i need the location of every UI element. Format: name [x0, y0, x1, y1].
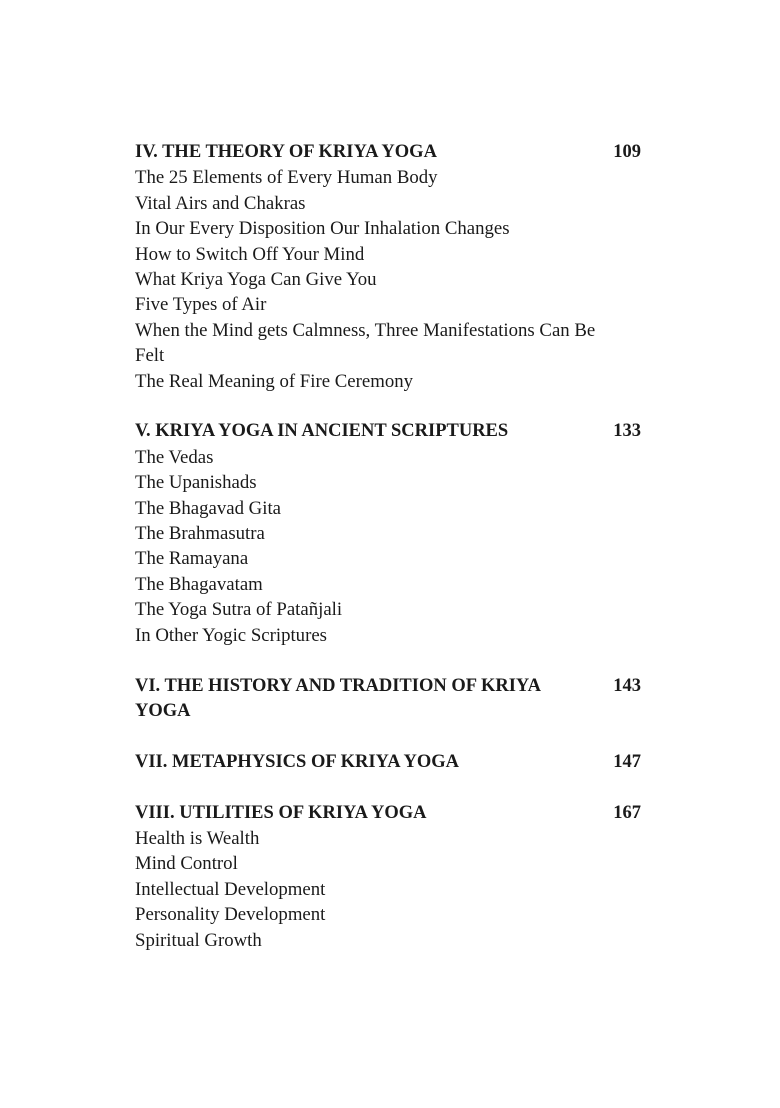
chapter-page-number: 167 — [613, 802, 641, 823]
toc-subentry: The Bhagavad Gita — [135, 497, 282, 519]
toc-subentry: When the Mind gets Calmness, Three Manifestations Can Be Felt — [135, 319, 596, 367]
toc-subentry: Five Types of Air — [135, 294, 267, 316]
toc-subentry: Vital Airs and Chakras — [135, 192, 306, 214]
chapter-title: VIII. UTILITIES OF KRIYA YOGA — [135, 802, 427, 823]
toc-subentry: The Bhagavatam — [135, 573, 263, 595]
toc-subentry: What Kriya Yoga Can Give You — [135, 269, 377, 291]
chapter-heading — [135, 750, 641, 775]
chapter-page-number: 143 — [613, 675, 641, 696]
toc-subentry: The Yoga Sutra of Patañjali — [135, 599, 343, 621]
toc-section — [135, 674, 641, 725]
chapter-page-number: 133 — [613, 421, 641, 442]
toc-subentry: The Brahmasutra — [135, 523, 265, 545]
chapter-page-number: 147 — [613, 751, 641, 772]
toc-subentry: Health is Wealth — [135, 827, 260, 849]
chapter-heading — [135, 140, 641, 165]
toc-section — [135, 419, 641, 648]
toc-subentry: Spiritual Growth — [135, 929, 262, 951]
chapter-heading — [135, 419, 641, 444]
chapter-title: VII. METAPHYSICS OF KRIYA YOGA — [135, 751, 459, 772]
toc-subentry: The Vedas — [135, 446, 214, 468]
toc-subentry: In Our Every Disposition Our Inhalation Changes — [135, 218, 510, 240]
chapter-heading — [135, 674, 641, 725]
toc-subentry: The Ramayana — [135, 548, 249, 570]
table-of-contents — [135, 140, 641, 978]
toc-subentry: Personality Development — [135, 904, 326, 926]
chapter-title: V. KRIYA YOGA IN ANCIENT SCRIPTURES — [135, 421, 509, 442]
toc-subentry: The 25 Elements of Every Human Body — [135, 167, 438, 189]
chapter-page-number: 109 — [613, 142, 641, 162]
chapter-heading — [135, 801, 641, 826]
chapter-title: IV. THE THEORY OF KRIYA YOGA — [135, 142, 437, 162]
toc-section — [135, 801, 641, 953]
toc-subentry: The Real Meaning of Fire Ceremony — [135, 370, 413, 392]
toc-subentry: In Other Yogic Scriptures — [135, 624, 327, 646]
toc-subentry: The Upanishads — [135, 472, 257, 494]
chapter-title: VI. THE HISTORY AND TRADITION OF KRIYA YOGA — [135, 675, 540, 721]
toc-subentry: Intellectual Development — [135, 878, 326, 900]
toc-section — [135, 140, 641, 394]
toc-subentry: Mind Control — [135, 853, 238, 875]
toc-subentry: How to Switch Off Your Mind — [135, 243, 365, 265]
toc-section — [135, 750, 641, 775]
